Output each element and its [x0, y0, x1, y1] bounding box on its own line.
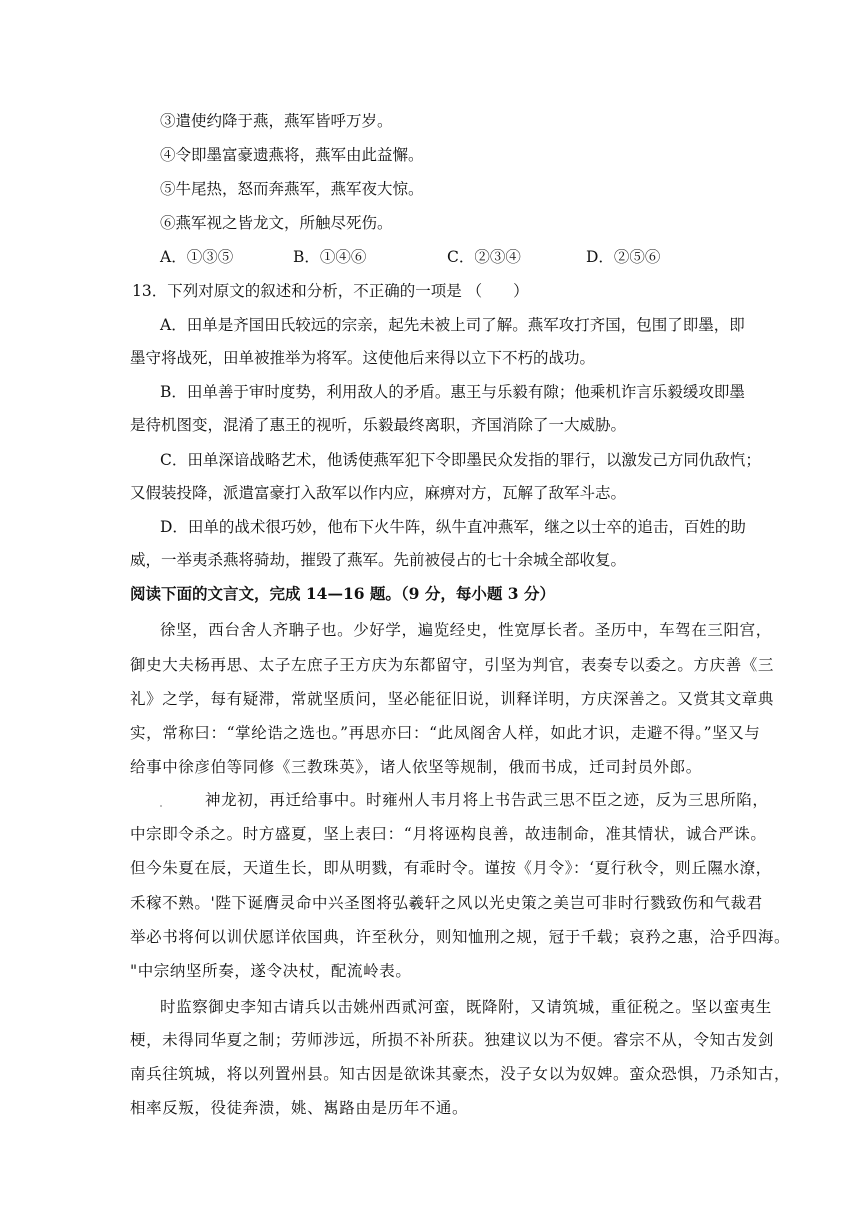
passage-p3-line1: 时监察御史李知古请兵以击姚州西贰河蛮，既降附，又请筑城，重征税之。坚以蛮夷生 [160, 998, 772, 1016]
q13-option-d-line2: 威，一举夷杀燕将骑劫，摧毁了燕军。先前被侵占的七十余城全部收复。 [130, 551, 627, 569]
q12-item-6: ⑥燕军视之皆龙文，所触尽死伤。 [160, 214, 393, 232]
passage-p2-line6: "中宗纳坚所奏，遂令决杖，配流岭表。 [130, 962, 412, 980]
passage-p2-line3: 但今朱夏在辰，天道生长，即从明戮，有乖时令。谨按《月令》：‘夏行秋令，则丘隰水潦， [130, 859, 772, 877]
passage-p2-line5: 举必书将何以训伏愿详依国典，许至秋分，则知恤刑之规，冠于千载；哀矜之惠，洽乎四海。 [130, 928, 791, 946]
passage-p1-line1: 徐坚，西台舍人齐聃子也。少好学，遍览经史，性宽厚长者。圣历中，车驾在三阳宫， [160, 621, 772, 639]
q12-item-4: ④令即墨富豪遗燕将，燕军由此益懈。 [160, 146, 424, 164]
q12-options [160, 246, 680, 268]
passage-p1-line3: 礼》之学，每有疑滞，常就坚质问，坚必能征旧说，训释详明，方庆深善之。又赏其文章典 [130, 690, 775, 708]
q13-option-c-line2: 又假装投降，派遣富豪打入敌军以作内应，麻痹对方，瓦解了敌军斗志。 [130, 484, 627, 502]
q13-option-b-line1: B．田单善于审时度势，利用敌人的矛盾。惠王与乐毅有隙；他乘机诈言乐毅缓攻即墨 [160, 383, 745, 401]
passage-p3-line2: 梗，未得同华夏之制；劳师涉远，所损不补所获。独建议以为不便。睿宗不从，令知古发剑 [130, 1031, 775, 1049]
passage-p2-line2: 中宗即令杀之。时方盛夏，坚上表曰：“月将诬构良善，故违制命，准其情状，诚合严诛。 [130, 825, 767, 843]
passage-p2-line4: 禾稼不熟。'陛下诞膺灵命中兴圣图将弘羲轩之风以光史策之美岂可非时行戮致伤和气裁君 [130, 894, 763, 912]
passage-p1-line5: 给事中徐彦伯等同修《三教珠英》，诸人依坚等规制，俄而书成，迁司封员外郎。 [130, 758, 702, 776]
q13-stem: 13．下列对原文的叙述和分析，不正确的一项是 （ ） [132, 282, 529, 300]
stray-mark [160, 805, 162, 807]
passage-p1-line2: 御史大夫杨再思、太子左庶子王方庆为东都留守，引坚为判官，表奏专以委之。方庆善《三 [130, 656, 775, 674]
q12-option-a: A．①③⑤ [160, 248, 234, 266]
q13-option-b-line2: 是待机图变，混淆了惠王的视听，乐毅最终离职，齐国消除了一大威胁。 [130, 416, 627, 434]
passage-p3-line3: 南兵往筑城，将以列置州县。知古因是欲诛其豪杰，没子女以为奴婢。蛮众恐惧，乃杀知古， [130, 1065, 791, 1083]
q12-option-d: D．②⑤⑥ [586, 248, 661, 266]
q13-option-a-line1: A．田单是齐国田氏较远的宗亲，起先未被上司了解。燕军攻打齐国，包围了即墨，即 [160, 316, 745, 334]
q12-option-c: C．②③④ [447, 248, 521, 266]
passage-p2-line1: 神龙初，再迁给事中。时雍州人韦月将上书告武三思不臣之迹，反为三思所陷， [205, 791, 769, 809]
passage-p1-line4: 实，常称曰：“掌纶诰之选也。”再思亦曰：“此凤阁舍人样，如此才识，走避不得。”坚又与 [130, 724, 761, 742]
q13-option-d-line1: D．田单的战术很巧妙，他布下火牛阵，纵牛直冲燕军，继之以士卒的追击，百姓的助 [160, 518, 746, 536]
q13-option-c-line1: C．田单深谙战略艺术，他诱使燕军犯下令即墨民众发指的罪行，以激发己方同仇敌忾； [160, 451, 761, 469]
section-heading: 阅读下面的文言文，完成 14—16 题。（9 分，每小题 3 分） [130, 584, 555, 603]
q12-option-b: B．①④⑥ [293, 248, 367, 266]
q13-option-a-line2: 墨守将战死，田单被推举为将军。这使他后来得以立下不朽的战功。 [130, 349, 596, 367]
passage-p3-line4: 相率反叛，役徒奔溃，姚、嶲路由是历年不通。 [130, 1099, 469, 1117]
q12-item-5: ⑤牛尾热，怒而奔燕军，燕军夜大惊。 [160, 180, 424, 198]
q12-item-3: ③遣使约降于燕，燕军皆呼万岁。 [160, 112, 393, 130]
